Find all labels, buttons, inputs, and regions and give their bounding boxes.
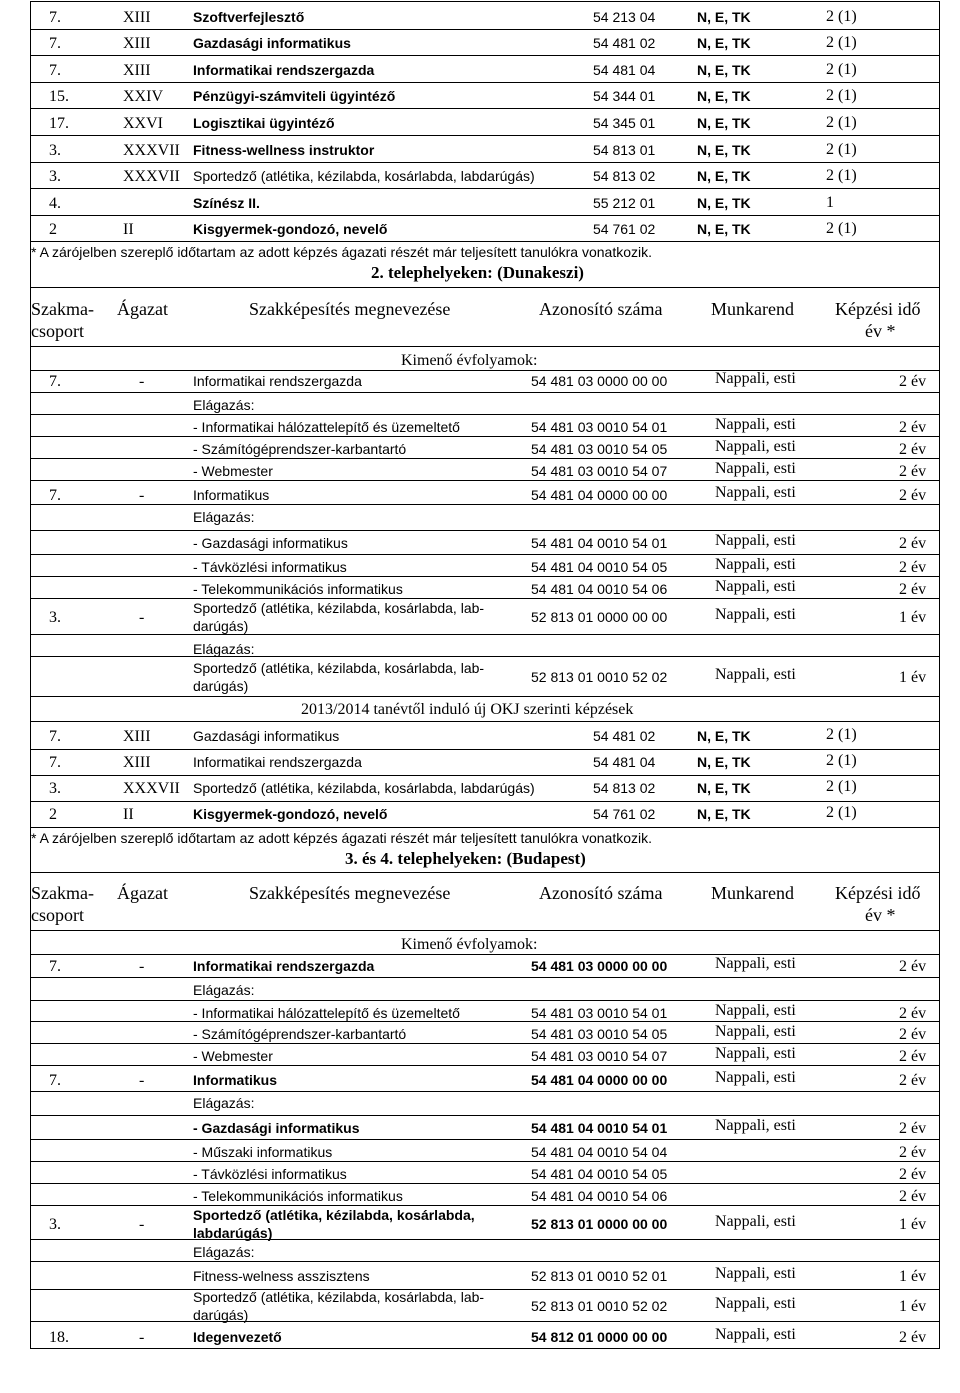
row-schedule: N, E, TK bbox=[697, 35, 751, 51]
branch-label: Elágazás: bbox=[193, 1244, 255, 1260]
row-qualification-name: Informatikai rendszergazda bbox=[193, 62, 375, 78]
row-code: 54 481 04 bbox=[593, 62, 656, 78]
row-qualification-name: Kisgyermek-gondozó, nevelő bbox=[193, 806, 388, 822]
row-code: 52 813 01 0010 52 01 bbox=[531, 1268, 668, 1284]
row-schedule: Nappali, esti bbox=[715, 416, 796, 433]
row-duration: 2 év bbox=[899, 958, 927, 975]
row-code: 54 481 03 0010 54 05 bbox=[531, 441, 668, 457]
row-duration: 1 év bbox=[899, 1216, 927, 1233]
row-qualification-name: Logisztikai ügyintéző bbox=[193, 115, 335, 131]
row-group: 18. bbox=[49, 1329, 69, 1346]
header-duration: Képzési idő bbox=[835, 883, 921, 903]
row-divider bbox=[31, 1000, 939, 1001]
row-qualification-name: Kisgyermek-gondozó, nevelő bbox=[193, 221, 388, 237]
row-duration: 2 (1) bbox=[826, 167, 857, 184]
row-divider bbox=[31, 977, 939, 978]
document-page bbox=[30, 1, 940, 1349]
row-duration: 2 év bbox=[899, 1329, 927, 1346]
row-divider bbox=[31, 436, 939, 437]
header-duration: Képzési idő bbox=[835, 299, 921, 319]
row-duration: 2 év bbox=[899, 1188, 927, 1205]
row-divider bbox=[31, 554, 939, 555]
row-group: 7. bbox=[49, 9, 61, 26]
row-duration: 2 év bbox=[899, 1005, 927, 1022]
row-code: 54 481 04 bbox=[593, 754, 656, 770]
row-divider bbox=[31, 162, 939, 163]
row-duration: 2 év bbox=[899, 441, 927, 458]
row-qualification-name: Sportedző (atlétika, kézilabda, kosárlabda, labdarúgás) bbox=[193, 168, 535, 184]
row-qualification-name: - Számítógéprendszer-karbantartó bbox=[193, 441, 407, 457]
row-duration: 2 év bbox=[899, 487, 927, 504]
row-duration: 2 (1) bbox=[826, 8, 857, 25]
row-qualification-name: - Távközlési informatikus bbox=[193, 1166, 347, 1182]
row-qualification-name: - Számítógéprendszer-karbantartó bbox=[193, 1026, 407, 1042]
row-schedule: N, E, TK bbox=[697, 142, 751, 158]
row-divider bbox=[31, 1139, 939, 1140]
row-duration: 2 év bbox=[899, 581, 927, 598]
row-qualification-name: Fitness-welness asszisztens bbox=[193, 1268, 370, 1284]
row-duration: 2 (1) bbox=[826, 87, 857, 104]
row-qualification-name: Informatikus bbox=[193, 487, 270, 503]
row-divider bbox=[31, 1161, 939, 1162]
row-schedule: Nappali, esti bbox=[715, 532, 796, 549]
row-qualification-name: Gazdasági informatikus bbox=[193, 728, 340, 744]
row-schedule: N, E, TK bbox=[697, 754, 751, 770]
row-group: 17. bbox=[49, 115, 69, 132]
row-divider bbox=[31, 1091, 939, 1092]
row-duration: 2 év bbox=[899, 1026, 927, 1043]
row-divider bbox=[31, 1289, 939, 1290]
row-divider bbox=[31, 82, 939, 83]
row-code: 54 813 01 bbox=[593, 142, 656, 158]
row-schedule: Nappali, esti bbox=[715, 1295, 796, 1312]
branch-label: Elágazás: bbox=[193, 397, 255, 413]
row-divider bbox=[31, 1239, 939, 1240]
row-sector: XIII bbox=[123, 62, 151, 79]
header-name: Szakképesítés megnevezése bbox=[249, 883, 451, 903]
row-qualification-name: Sportedző (atlétika, kézilabda, kosárlabda, lab- bbox=[193, 1289, 485, 1305]
row-code: 54 213 04 bbox=[593, 9, 656, 25]
row-sector: XXXVII bbox=[123, 168, 180, 185]
row-code: 52 813 01 0000 00 00 bbox=[531, 1216, 668, 1232]
row-duration: 2 év bbox=[899, 1048, 927, 1065]
row-qualification-name: Gazdasági informatikus bbox=[193, 35, 351, 51]
row-qualification-name: - Műszaki informatikus bbox=[193, 1144, 333, 1160]
row-code: 54 813 02 bbox=[593, 780, 656, 796]
header-divider bbox=[31, 954, 939, 955]
row-code: 54 812 01 0000 00 00 bbox=[531, 1329, 668, 1345]
row-divider bbox=[31, 1261, 939, 1262]
footnote: * A zárójelben szereplő időtartam az adott képzés ágazati részét már teljesített tanulókra vonatkozik. bbox=[31, 830, 652, 846]
row-schedule: N, E, TK bbox=[697, 780, 751, 796]
branch-label: Elágazás: bbox=[193, 509, 255, 525]
row-schedule: Nappali, esti bbox=[715, 1023, 796, 1040]
row-duration: 2 év bbox=[899, 1144, 927, 1161]
row-sector: - bbox=[139, 609, 145, 626]
row-schedule: Nappali, esti bbox=[715, 438, 796, 455]
row-qualification-name: - Telekommunikációs informatikus bbox=[193, 581, 403, 597]
row-qualification-name: - Gazdasági informatikus bbox=[193, 1120, 360, 1136]
row-schedule: N, E, TK bbox=[697, 806, 751, 822]
row-group: 3. bbox=[49, 142, 61, 159]
branch-label: Elágazás: bbox=[193, 982, 255, 998]
row-duration: 2 év bbox=[899, 559, 927, 576]
row-group: 7. bbox=[49, 373, 61, 390]
row-schedule: Nappali, esti bbox=[715, 484, 796, 501]
row-duration: 2 év bbox=[899, 1166, 927, 1183]
row-duration: 1 év bbox=[899, 1268, 927, 1285]
row-qualification-name: labdarúgás) bbox=[193, 1225, 273, 1241]
row-qualification-name: darúgás) bbox=[193, 678, 249, 694]
row-divider bbox=[31, 215, 939, 216]
section-title: 2. telephelyeken: (Dunakeszi) bbox=[371, 263, 584, 282]
header-divider bbox=[31, 370, 939, 371]
row-sector: - bbox=[139, 1329, 145, 1346]
row-qualification-name: Sportedző (atlétika, kézilabda, kosárlabda, bbox=[193, 1207, 475, 1223]
row-duration: 2 (1) bbox=[826, 61, 857, 78]
branch-label: Elágazás: bbox=[193, 641, 255, 657]
row-sector: - bbox=[139, 958, 145, 975]
subheader: Kimenő évfolyamok: bbox=[401, 352, 538, 369]
row-divider bbox=[31, 775, 939, 776]
row-schedule: Nappali, esti bbox=[715, 1213, 796, 1230]
row-qualification-name: Színész II. bbox=[193, 195, 260, 211]
row-schedule: N, E, TK bbox=[697, 221, 751, 237]
row-sector: XXXVII bbox=[123, 142, 180, 159]
row-qualification-name: Idegenvezető bbox=[193, 1329, 282, 1345]
row-group: 7. bbox=[49, 62, 61, 79]
row-schedule: Nappali, esti bbox=[715, 1069, 796, 1086]
row-group: 2 bbox=[49, 221, 57, 238]
row-divider bbox=[31, 1115, 939, 1116]
row-divider bbox=[31, 656, 939, 657]
row-code: 54 481 04 0000 00 00 bbox=[531, 1072, 668, 1088]
row-duration: 1 év bbox=[899, 669, 927, 686]
row-divider bbox=[31, 392, 939, 393]
row-code: 54 761 02 bbox=[593, 806, 656, 822]
row-sector: XIII bbox=[123, 754, 151, 771]
row-divider bbox=[31, 749, 939, 750]
row-sector: XXXVII bbox=[123, 780, 180, 797]
row-schedule: Nappali, esti bbox=[715, 578, 796, 595]
section-title: 3. és 4. telephelyeken: (Budapest) bbox=[345, 849, 586, 868]
row-divider bbox=[31, 108, 939, 109]
row-duration: 2 év bbox=[899, 419, 927, 436]
row-qualification-name: Informatikai rendszergazda bbox=[193, 754, 362, 770]
row-group: 7. bbox=[49, 958, 61, 975]
row-code: 54 345 01 bbox=[593, 115, 656, 131]
row-schedule: Nappali, esti bbox=[715, 1117, 796, 1134]
row-group: 2 bbox=[49, 806, 57, 823]
row-qualification-name: Informatikai rendszergazda bbox=[193, 958, 375, 974]
row-divider bbox=[31, 1065, 939, 1066]
row-sector: XXVI bbox=[123, 115, 163, 132]
row-qualification-name: darúgás) bbox=[193, 618, 249, 634]
row-sector: XIII bbox=[123, 9, 151, 26]
row-schedule: Nappali, esti bbox=[715, 556, 796, 573]
row-duration: 1 év bbox=[899, 1298, 927, 1315]
row-qualification-name: Fitness-wellness instruktor bbox=[193, 142, 375, 158]
row-qualification-name: Sportedző (atlétika, kézilabda, kosárlabda, labdarúgás) bbox=[193, 780, 535, 796]
header-divider bbox=[31, 930, 939, 931]
row-code: 54 481 04 0010 54 01 bbox=[531, 1120, 668, 1136]
row-divider bbox=[31, 1183, 939, 1184]
row-divider bbox=[31, 414, 939, 415]
row-divider bbox=[31, 801, 939, 802]
row-sector: II bbox=[123, 221, 134, 238]
row-code: 54 481 04 0000 00 00 bbox=[531, 487, 668, 503]
row-schedule: Nappali, esti bbox=[715, 1045, 796, 1062]
row-group: 7. bbox=[49, 35, 61, 52]
row-group: 4. bbox=[49, 195, 61, 212]
row-divider bbox=[31, 721, 939, 722]
row-code: 54 481 03 0010 54 07 bbox=[531, 463, 668, 479]
row-divider bbox=[31, 135, 939, 136]
row-qualification-name: Szoftverfejlesztő bbox=[193, 9, 305, 25]
row-divider bbox=[31, 576, 939, 577]
row-group: 7. bbox=[49, 754, 61, 771]
row-duration: 1 év bbox=[899, 609, 927, 626]
row-divider bbox=[31, 480, 939, 481]
row-schedule: Nappali, esti bbox=[715, 955, 796, 972]
row-schedule: Nappali, esti bbox=[715, 1265, 796, 1282]
row-qualification-name: - Telekommunikációs informatikus bbox=[193, 1188, 403, 1204]
row-code: 54 481 03 0010 54 07 bbox=[531, 1048, 668, 1064]
row-divider bbox=[31, 1021, 939, 1022]
row-qualification-name: Informatikai rendszergazda bbox=[193, 373, 362, 389]
row-qualification-name: Informatikus bbox=[193, 1072, 278, 1088]
row-divider bbox=[31, 1043, 939, 1044]
row-divider bbox=[31, 188, 939, 189]
header-duration: év * bbox=[865, 905, 896, 925]
row-qualification-name: - Informatikai hálózattelepítő és üzemeltető bbox=[193, 419, 460, 435]
row-group: 7. bbox=[49, 487, 61, 504]
row-group: 3. bbox=[49, 609, 61, 626]
row-sector: - bbox=[139, 487, 145, 504]
row-divider bbox=[31, 1321, 939, 1322]
row-schedule: Nappali, esti bbox=[715, 460, 796, 477]
row-schedule: N, E, TK bbox=[697, 195, 751, 211]
row-qualification-name: Pénzügyi-számviteli ügyintéző bbox=[193, 88, 396, 104]
row-divider bbox=[31, 1205, 939, 1206]
row-duration: 2 (1) bbox=[826, 141, 857, 158]
row-schedule: N, E, TK bbox=[697, 115, 751, 131]
row-group: 7. bbox=[49, 728, 61, 745]
row-code: 54 481 04 0010 54 05 bbox=[531, 1166, 668, 1182]
row-code: 54 481 04 0010 54 06 bbox=[531, 581, 668, 597]
row-duration: 2 (1) bbox=[826, 726, 857, 743]
row-divider bbox=[31, 696, 939, 697]
row-group: 3. bbox=[49, 780, 61, 797]
row-code: 54 481 03 0000 00 00 bbox=[531, 373, 668, 389]
new-courses-title: 2013/2014 tanévtől induló új OKJ szerinti képzések bbox=[301, 701, 634, 718]
row-divider bbox=[31, 29, 939, 30]
row-code: 54 761 02 bbox=[593, 221, 656, 237]
row-duration: 2 év bbox=[899, 1072, 927, 1089]
row-duration: 1 bbox=[826, 194, 834, 211]
header-schedule: Munkarend bbox=[711, 883, 794, 903]
row-duration: 2 év bbox=[899, 373, 927, 390]
branch-label: Elágazás: bbox=[193, 1095, 255, 1111]
header-code: Azonosító száma bbox=[539, 883, 663, 903]
row-duration: 2 év bbox=[899, 535, 927, 552]
row-qualification-name: - Webmester bbox=[193, 1048, 273, 1064]
subheader: Kimenő évfolyamok: bbox=[401, 936, 538, 953]
row-group: 3. bbox=[49, 168, 61, 185]
row-duration: 2 (1) bbox=[826, 34, 857, 51]
row-code: 55 212 01 bbox=[593, 195, 656, 211]
header-sector: Ágazat bbox=[117, 883, 168, 903]
row-qualification-name: Sportedző (atlétika, kézilabda, kosárlabda, lab- bbox=[193, 660, 485, 676]
row-schedule: Nappali, esti bbox=[715, 666, 796, 683]
row-schedule: N, E, TK bbox=[697, 9, 751, 25]
header-divider bbox=[31, 346, 939, 347]
row-duration: 2 (1) bbox=[826, 752, 857, 769]
header-group: Szakma- bbox=[31, 299, 94, 319]
row-qualification-name: - Webmester bbox=[193, 463, 273, 479]
header-duration: év * bbox=[865, 321, 896, 341]
row-sector: XIII bbox=[123, 35, 151, 52]
row-code: 54 481 02 bbox=[593, 728, 656, 744]
row-code: 54 481 02 bbox=[593, 35, 656, 51]
header-group: csoport bbox=[31, 905, 84, 925]
row-schedule: Nappali, esti bbox=[715, 1326, 796, 1343]
footnote: * A zárójelben szereplő időtartam az adott képzés ágazati részét már teljesített tanulókra vonatkozik. bbox=[31, 244, 652, 260]
row-qualification-name: - Távközlési informatikus bbox=[193, 559, 347, 575]
row-divider bbox=[31, 504, 939, 505]
row-schedule: Nappali, esti bbox=[715, 370, 796, 387]
header-name: Szakképesítés megnevezése bbox=[249, 299, 451, 319]
row-code: 54 481 04 0010 54 01 bbox=[531, 535, 668, 551]
row-qualification-name: Sportedző (atlétika, kézilabda, kosárlabda, lab- bbox=[193, 600, 485, 616]
row-code: 54 481 03 0010 54 05 bbox=[531, 1026, 668, 1042]
row-divider bbox=[31, 458, 939, 459]
header-group: Szakma- bbox=[31, 883, 94, 903]
row-sector: XXIV bbox=[123, 88, 163, 105]
row-duration: 2 (1) bbox=[826, 804, 857, 821]
row-schedule: N, E, TK bbox=[697, 88, 751, 104]
row-group: 15. bbox=[49, 88, 69, 105]
row-schedule: N, E, TK bbox=[697, 62, 751, 78]
row-divider bbox=[31, 598, 939, 599]
section-divider bbox=[31, 872, 939, 873]
row-schedule: N, E, TK bbox=[697, 728, 751, 744]
row-qualification-name: darúgás) bbox=[193, 1307, 249, 1323]
row-code: 54 481 03 0010 54 01 bbox=[531, 1005, 668, 1021]
row-schedule: Nappali, esti bbox=[715, 606, 796, 623]
row-code: 54 813 02 bbox=[593, 168, 656, 184]
row-divider bbox=[31, 530, 939, 531]
row-qualification-name: - Gazdasági informatikus bbox=[193, 535, 348, 551]
row-duration: 2 (1) bbox=[826, 220, 857, 237]
row-code: 52 813 01 0010 52 02 bbox=[531, 669, 668, 685]
header-sector: Ágazat bbox=[117, 299, 168, 319]
row-code: 52 813 01 0000 00 00 bbox=[531, 609, 668, 625]
header-code: Azonosító száma bbox=[539, 299, 663, 319]
row-qualification-name: - Informatikai hálózattelepítő és üzemeltető bbox=[193, 1005, 460, 1021]
row-duration: 2 (1) bbox=[826, 114, 857, 131]
row-code: 54 481 04 0010 54 04 bbox=[531, 1144, 668, 1160]
row-duration: 2 (1) bbox=[826, 778, 857, 795]
row-divider bbox=[31, 827, 939, 828]
row-group: 3. bbox=[49, 1216, 61, 1233]
row-divider bbox=[31, 241, 939, 242]
row-duration: 2 év bbox=[899, 1120, 927, 1137]
row-sector: II bbox=[123, 806, 134, 823]
row-divider bbox=[31, 634, 939, 635]
row-group: 7. bbox=[49, 1072, 61, 1089]
header-group: csoport bbox=[31, 321, 84, 341]
row-code: 54 481 03 0000 00 00 bbox=[531, 958, 668, 974]
row-code: 52 813 01 0010 52 02 bbox=[531, 1298, 668, 1314]
row-duration: 2 év bbox=[899, 463, 927, 480]
row-schedule: N, E, TK bbox=[697, 168, 751, 184]
row-schedule: Nappali, esti bbox=[715, 1002, 796, 1019]
row-code: 54 481 04 0010 54 06 bbox=[531, 1188, 668, 1204]
row-code: 54 481 03 0010 54 01 bbox=[531, 419, 668, 435]
header-schedule: Munkarend bbox=[711, 299, 794, 319]
row-sector: - bbox=[139, 1216, 145, 1233]
row-code: 54 481 04 0010 54 05 bbox=[531, 559, 668, 575]
row-sector: - bbox=[139, 373, 145, 390]
row-sector: - bbox=[139, 1072, 145, 1089]
section-divider bbox=[31, 287, 939, 288]
row-code: 54 344 01 bbox=[593, 88, 656, 104]
row-sector: XIII bbox=[123, 728, 151, 745]
row-divider bbox=[31, 55, 939, 56]
